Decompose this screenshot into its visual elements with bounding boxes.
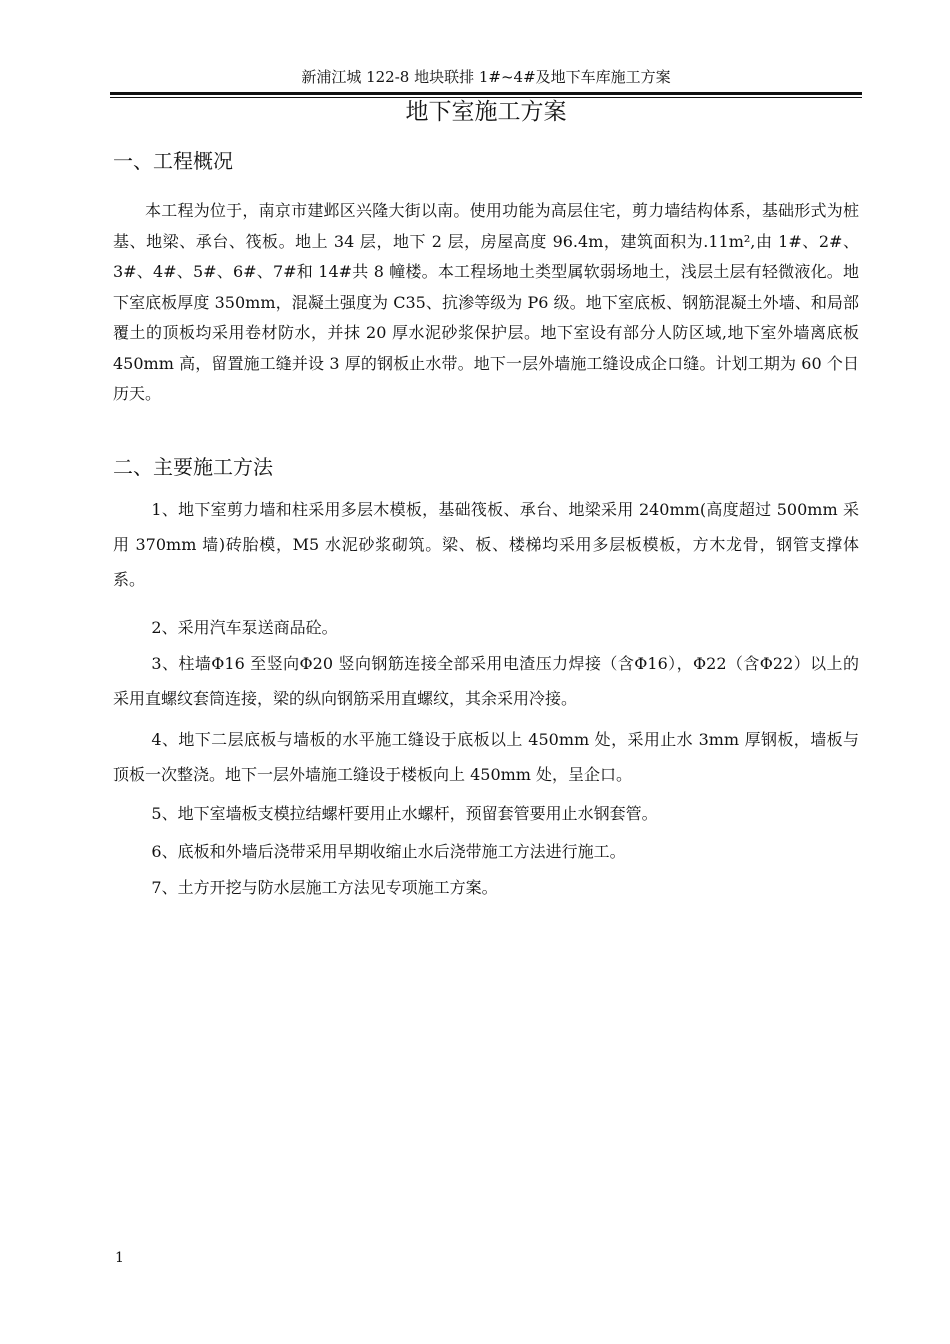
header-rule-thick xyxy=(110,92,862,95)
page-number: 1 xyxy=(115,1250,124,1266)
document-title: 地下室施工方案 xyxy=(405,99,567,125)
method-item-6: 6、底板和外墙后浇带采用早期收缩止水后浇带施工方法进行施工。 xyxy=(151,842,626,861)
method-item-1: 1、地下室剪力墙和柱采用多层木模板，基础筏板、承台、地梁采用 240mm(高度超过 500mm 采用 370mm 墙)砖胎模，M5 水泥砂浆砌筑。梁、板、楼梯均采用多层板模板，方木龙骨，钢管支撑体系。 xyxy=(113,500,859,589)
section-heading-overview: 一、工程概况 xyxy=(113,149,233,173)
method-item-2: 2、采用汽车泵送商品砼。 xyxy=(151,618,338,637)
running-header: 新浦江城 122-8 地块联排 1#~4#及地下车库施工方案 xyxy=(301,68,671,86)
overview-paragraph: 本工程为位于，南京市建邺区兴隆大街以南。使用功能为高层住宅，剪力墙结构体系，基础形式为桩基、地梁、承台、筏板。地上 34 层，地下 2 层，房屋高度 96.4m，建筑面积为.11m²,由 1#、2#、3#、4#、5#、6#、7#和 14#共 8 幢楼。本工程场地土类型属软弱场地土，浅层土层有轻微液化。地下室底板厚度 350mm，混凝土强度为 C35、抗渗等级为 P6 级。地下室底板、钢筋混凝土外墙、和局部覆土的顶板均采用卷材防水，并抹 20 厚水泥砂浆保护层。地下室设有部分人防区域,地下室外墙离底板 450mm 高，留置施工缝并设 3 厚的钢板止水带。地下一层外墙施工缝设成企口缝。计划工期为 60 个日历天。 xyxy=(113,201,859,403)
method-item-7: 7、土方开挖与防水层施工方法见专项施工方案。 xyxy=(151,878,498,897)
method-item-4: 4、地下二层底板与墙板的水平施工缝设于底板以上 450mm 处，采用止水 3mm 厚钢板，墙板与顶板一次整浇。地下一层外墙施工缝设于楼板向上 450mm 处，呈企口。 xyxy=(113,730,859,784)
section-heading-methods: 二、主要施工方法 xyxy=(113,455,273,479)
method-item-5: 5、地下室墙板支模拉结螺杆要用止水螺杆，预留套管要用止水钢套管。 xyxy=(151,804,658,823)
method-item-3: 3、柱墙Φ16 至竖向Φ20 竖向钢筋连接全部采用电渣压力焊接（含Φ16），Φ22（含Φ22）以上的采用直螺纹套筒连接，梁的纵向钢筋采用直螺纹，其余采用冷接。 xyxy=(113,654,859,708)
